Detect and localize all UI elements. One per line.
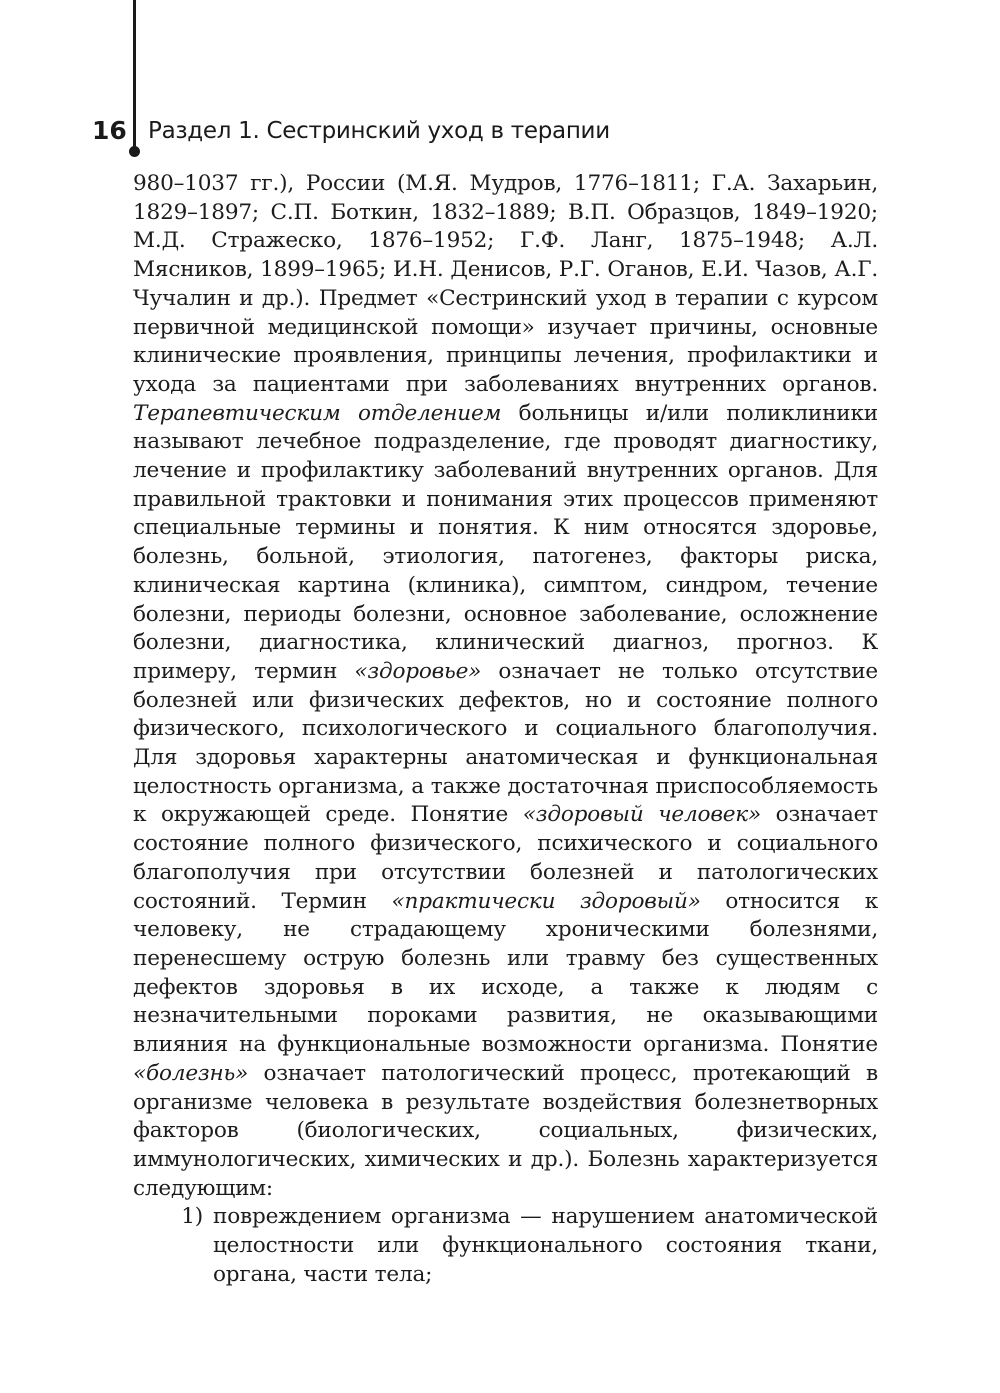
paragraph <box>133 170 878 1203</box>
text-segment: означает не только отсутствие болезней или физических дефектов, но и состояние полного физического, психологического и социального благополучия. Для здоровья характерны анатомическая и функциональная целостность организма, а также достаточная приспособляемость к окружающей среде. Понятие <box>133 658 878 828</box>
list-item-number: 1) <box>181 1204 203 1230</box>
text-segment: означает состояние полного физического, психического и социального благополучия при отсутствии болезней и патологических состояний. Термин <box>133 802 878 914</box>
numbered-list <box>133 1203 878 1289</box>
term-therapeutic-department: Терапевтическим отделением <box>133 400 502 426</box>
list-item-text: повреждением организма — нарушением анатомической целостности или функционального состояния ткани, органа, части тела; <box>213 1204 878 1287</box>
margin-rule <box>133 0 136 150</box>
list-item <box>133 1203 878 1289</box>
margin-rule-dot <box>129 146 140 157</box>
term-healthy-person: «здоровый человек» <box>522 802 762 828</box>
body-text <box>133 170 878 1289</box>
text-segment: 980–1037 гг.), России (М.Я. Мудров, 1776–1811; Г.А. Захарьин, 1829–1897; С.П. Боткин, 1832–1889; В.П. Образцов, 1849–1920; М.Д. Стражеско, 1876–1952; Г.Ф. Ланг, 1875–1948; А.Л. Мясников, 1899–1965; И.Н. Денисов, Р.Г. Оганов, Е.И. Чазов, А.Г. Чучалин и др.). Предмет «Сестринский уход в терапии с курсом первичной медицинской помощи» изучает причины, основные клинические проявления, принципы лечения, профилактики и ухода за пациентами при заболеваниях внутренних органов. <box>133 171 878 397</box>
running-head: Раздел 1. Сестринский уход в терапии <box>148 118 610 144</box>
text-segment: означает патологический процесс, протекающий в организме человека в результате воздействия болезнетворных факторов (биологических, социальных, физических, иммунологических, химических и др.). Болезнь характеризуется следующим: <box>133 1060 878 1201</box>
text-segment: относится к человеку, не страдающему хроническими болезнями, перенесшему острую болезнь или травму без существенных дефектов здоровья в их исходе, а также к людям с незначительными пороками развития, не оказывающими влияния на функциональные возможности организма. Понятие <box>133 888 879 1058</box>
page-number: 16 <box>92 116 127 145</box>
term-practically-healthy: «практически здоровый» <box>391 888 701 914</box>
term-health: «здоровье» <box>354 658 482 684</box>
text-segment: больницы и/или поликлиники называют лечебное подразделение, где проводят диагностику, лечение и профилактику заболеваний внутренних органов. Для правильной трактовки и понимания этих процессов применяют специальные термины и понятия. К ним относятся здоровье, болезнь, больной, этиология, патогенез, факторы риска, клиническая картина (клиника), симптом, синдром, течение болезни, периоды болезни, основное заболевание, осложнение болезни, диагностика, клинический диагноз, прогноз. К примеру, термин <box>133 400 878 684</box>
term-disease: «болезнь» <box>133 1060 249 1086</box>
